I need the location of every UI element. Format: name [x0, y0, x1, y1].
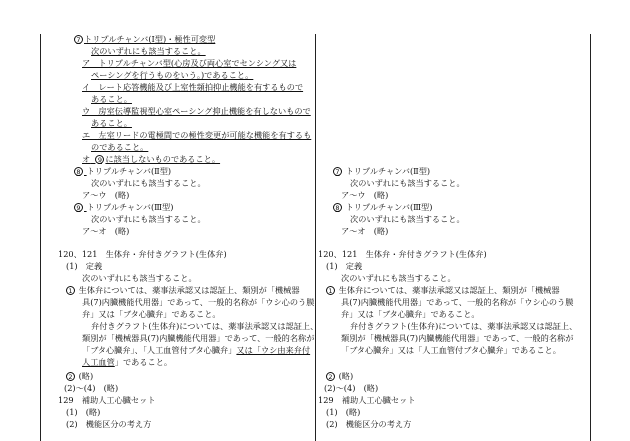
text-line: ウ 房室伝導監視型心室ペーシング抑止機能を有しないもので [82, 106, 311, 116]
subsection-heading: (1) 定義 [66, 261, 103, 271]
subsection-heading: (2) 機能区分の考え方 [326, 419, 412, 429]
item-7-heading: 7 トリプルチャンバ(Ⅱ型) [333, 165, 430, 178]
text-line: ア～ウ (略) [341, 190, 389, 200]
circled-number: 9 [74, 203, 83, 212]
text-line: 具(7)内臓機能代用器」であって、一般的名称が「ウシ心のう膜 [82, 297, 315, 307]
text-line: 弁付きグラフト(生体弁)については、薬事法承認又は認証上、 [350, 321, 578, 331]
text-line: (2)～(4) (略) [64, 383, 119, 393]
text-line: 弁付きグラフト(生体弁)については、薬事法承認又は認証上、 [91, 321, 319, 331]
subsection-heading: (2) 機能区分の考え方 [66, 419, 152, 429]
text-line: 2 (略) [326, 370, 353, 383]
item-8-heading: 8 トリプルチャンバ(Ⅲ型) [333, 201, 432, 214]
text-line: 次のいずれにも該当すること。 [341, 273, 456, 283]
subsection-heading: (1) 定義 [326, 261, 363, 271]
circled-number: 9 [95, 155, 104, 164]
text-line: のであること。 [91, 142, 149, 152]
text-line: 次のいずれにも該当すること。 [350, 214, 465, 224]
item-9-heading: 9 トリプルチャンバ(Ⅲ型) [74, 201, 173, 214]
section-heading: 120、121 生体弁・弁付きグラフト(生体弁) [318, 249, 487, 259]
left-border [40, 34, 41, 441]
text-line: オ 9 に該当しないものであること。 [82, 154, 221, 164]
subsection-heading: (1) (略) [326, 407, 361, 417]
text-line: 次のいずれにも該当すること。 [91, 178, 206, 188]
text-line: 弁」又は「ブタ心臓弁」であること。 [341, 309, 480, 319]
circled-number: 2 [326, 372, 335, 381]
circled-number: 1 [66, 286, 75, 295]
text-line: (2)～(4) (略) [324, 383, 379, 393]
text-line: 「ブタ心臓弁」、「人工血管付ブタ心臓弁」又は「ウシ由来弁付 [82, 345, 311, 355]
circled-number: 8 [333, 203, 342, 212]
text-line: ア～オ (略) [341, 226, 389, 236]
text-line: ア トリプルチャンバ型(心房及び両心室でセンシング又は [82, 58, 297, 68]
text-line: 類別が「機械器具(7)内臓機能代用器」であって、一般的名称が [82, 333, 315, 343]
item-8-heading: 8 トリプルチャンバ(Ⅱ型) [74, 165, 171, 178]
subsection-heading: (1) (略) [66, 407, 101, 417]
circled-number: 2 [66, 372, 75, 381]
text-line: ペーシングを行うものをいう。)であること。 [91, 70, 254, 80]
text-line: 類別が「機械器具(7)内臓機能代用器」であって、一般的名称が [341, 333, 574, 343]
text-line: ア～オ (略) [82, 226, 130, 236]
text-line: 「ブタ心臓弁」又は「人工血管付ブタ心臓弁」であること。 [341, 345, 561, 355]
circled-number: 1 [326, 286, 335, 295]
circled-number: 7 [74, 35, 83, 44]
text-line: エ 左室リードの電極間での極性変更が可能な機能を有するも [82, 130, 312, 140]
text-line: 次のいずれにも該当すること。 [91, 46, 206, 56]
center-divider [315, 34, 316, 441]
circled-number: 8 [74, 167, 83, 176]
text-line: 1 生体弁については、薬事法承認又は認証上、類別が「機械器 [326, 284, 560, 297]
section-heading: 129 補助人工心臓セット [58, 395, 156, 405]
item-7-heading: 7 トリプルチャンバ(Ⅰ型)・極性可変型 [74, 33, 215, 46]
text-line: 2 (略) [66, 370, 93, 383]
section-heading: 120、121 生体弁・弁付きグラフト(生体弁) [58, 249, 227, 259]
right-border [590, 34, 591, 441]
text-line: 次のいずれにも該当すること。 [82, 273, 197, 283]
text-line: イ レート応答機能及び上室性頻拍抑止機能を有するもので [82, 82, 304, 92]
text-line: 人工血管」であること。 [82, 357, 173, 367]
section-heading: 129 補助人工心臓セット [318, 395, 416, 405]
text-line: 次のいずれにも該当すること。 [91, 214, 206, 224]
text-line: 1 生体弁については、薬事法承認又は認証上、類別が「機械器 [66, 284, 300, 297]
text-line: ア～ウ (略) [82, 190, 130, 200]
text-line: 具(7)内臓機能代用器」であって、一般的名称が「ウシ心のう膜 [341, 297, 574, 307]
text-line: 弁」又は「ブタ心臓弁」であること。 [82, 309, 221, 319]
text-line: あること。 [91, 94, 132, 104]
text-line: あること。 [91, 118, 132, 128]
circled-number: 7 [333, 167, 342, 176]
text-line: 次のいずれにも該当すること。 [350, 178, 465, 188]
